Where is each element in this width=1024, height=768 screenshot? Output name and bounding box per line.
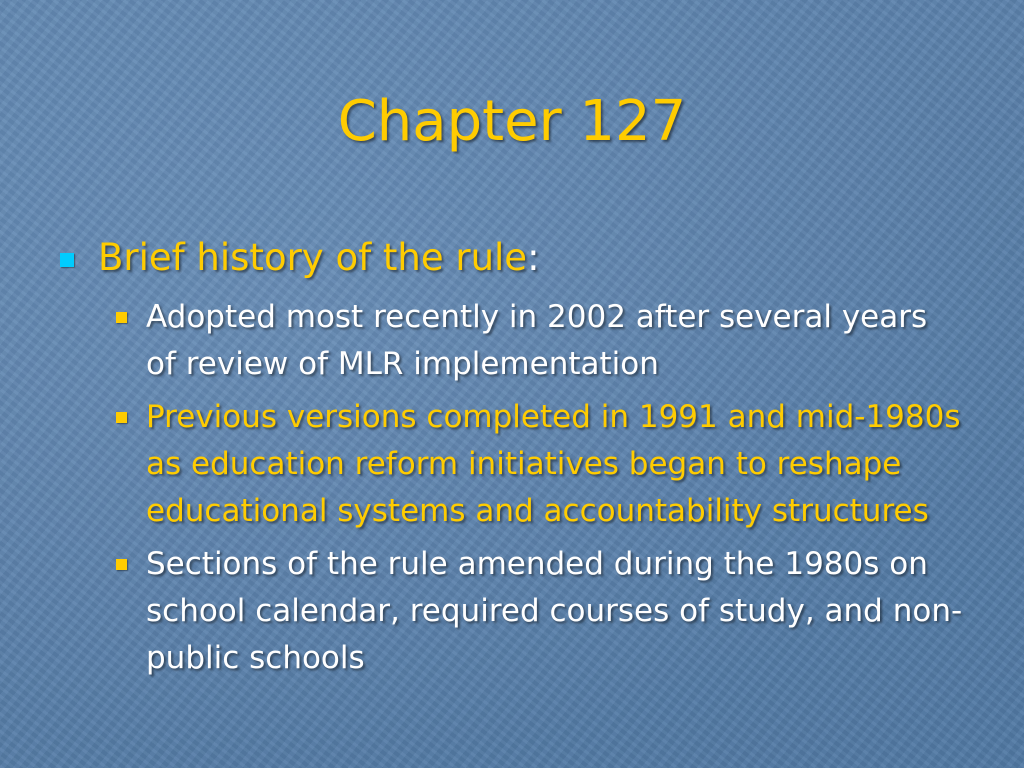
sub-bullet-text: Adopted most recently in 2002 after several years of review of MLR implementation (146, 299, 928, 382)
sub-bullet-text: Sections of the rule amended during the 1980s on school calendar, required courses of study, and non-public schools (146, 546, 963, 676)
slide-title: Chapter 127 (337, 89, 687, 154)
bullet-text (98, 232, 540, 284)
sub-bullet-item (116, 294, 980, 388)
bullet-item (60, 232, 980, 284)
square-bullet-icon (60, 253, 74, 267)
sub-bullet-list (116, 294, 980, 682)
square-bullet-icon (116, 312, 127, 323)
square-bullet-icon (116, 412, 127, 423)
square-bullet-icon (116, 559, 127, 570)
sub-bullet-item (116, 541, 980, 682)
bullet-suffix: : (527, 236, 540, 279)
bullet-label: Brief history of the rule (98, 236, 528, 279)
slide-content (60, 232, 980, 688)
sub-bullet-item (116, 394, 980, 535)
sub-bullet-text: Previous versions completed in 1991 and mid-1980s as education reform initiatives began to reshape educational systems and accountability structures (146, 399, 961, 529)
